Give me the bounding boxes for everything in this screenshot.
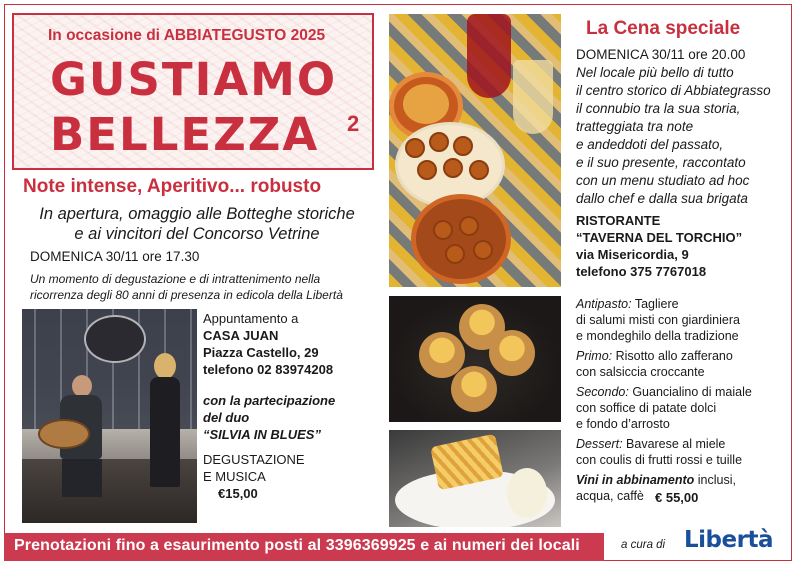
booking-text: Prenotazioni fino a esaurimento posti al 3396369925 e ai numeri dei locali [14,537,580,554]
aperitivo-subtitle: Note intense, Aperitivo... robusto [23,176,322,197]
aperitivo-date: DOMENICA 30/11 ore 17.30 [30,249,200,264]
menu-dessert-text: Bavarese al miele [626,437,726,451]
menu-dessert-line2: con coulis di frutti rossi e tuille [576,453,743,467]
menu-dessert-label: Dessert: [576,437,623,451]
title-edition-number: 2 [347,111,360,136]
menu-antipasto [576,296,679,312]
food-photo-honeycomb-dessert [389,430,561,527]
venue-name: CASA JUAN [203,328,279,343]
performer-line1: con la partecipazione [203,393,336,408]
tasting-line1: DEGUSTAZIONE [203,452,305,467]
dinner-desc-line: e andeddoti del passato, [576,137,724,152]
menu-primo [576,348,733,364]
menu-wine [576,472,736,488]
liberta-logo [682,526,774,556]
intro-line1: In apertura, omaggio alle Botteghe storiche [39,205,355,223]
performer-line2: del duo [203,410,250,425]
main-title-line2: BELLEZZA [50,108,320,161]
booking-bar [4,533,604,561]
dinner-title: La Cena speciale [586,18,741,39]
menu-primo-line2: con salsiccia croccante [576,365,705,379]
menu-secondo-line3: e fondo d’arrosto [576,417,670,431]
dinner-desc-line: con un menu studiato ad hoc [576,173,750,188]
menu-primo-label: Primo: [576,349,613,363]
menu-wine-label: Vini in abbinamento [576,473,695,487]
menu-antipasto-line2: di salumi misti con giardiniera [576,313,740,327]
occasion-line [48,27,325,45]
dinner-desc-line: dallo chef e dalla sua brigata [576,191,748,206]
menu-wine-text: inclusi, [697,473,736,487]
restaurant-label: RISTORANTE [576,213,661,228]
venue-intro: Appuntamento a [203,311,299,326]
curated-by-label: a cura di [621,539,666,551]
restaurant-phone: telefono 375 7767018 [576,264,707,279]
guitarist-figure [44,375,102,475]
menu-antipasto-line3: e mondeghilo della tradizione [576,329,739,343]
restaurant-address: via Misericordia, 9 [576,247,689,262]
dinner-desc-line: e il suo presente, raccontato [576,155,746,170]
menu-secondo-text: Guancialino di maiale [632,385,752,399]
dinner-date: DOMENICA 30/11 ore 20.00 [576,47,746,62]
menu-antipasto-label: Antipasto: [576,297,632,311]
menu-dessert [576,436,725,452]
aperitivo-desc-line1: Un momento di degustazione e di intrattenimento nella [30,272,321,286]
dinner-desc-line: tratteggiata tra note [576,119,694,134]
menu-secondo [576,384,752,400]
restaurant-name: “TAVERNA DEL TORCHIO” [576,230,743,245]
food-photo-tapas [389,14,561,287]
dinner-price: € 55,00 [655,490,699,505]
venue-address: Piazza Castello, 29 [203,345,319,360]
food-photo-dessert-puffs [389,296,561,422]
menu-antipasto-text: Tagliere [634,297,679,311]
occasion-prefix: In occasione di [48,27,160,44]
dinner-desc-line: il centro storico di Abbiategrasso [576,83,771,98]
liberta-logo-text: Libertà [684,527,773,553]
performer-name: “SILVIA IN BLUES” [203,427,321,442]
hard-rock-cafe-logo-photo [84,315,146,363]
menu-secondo-line2: con soffice di patate dolci [576,401,717,415]
menu-secondo-label: Secondo: [576,385,629,399]
aperitivo-price: €15,00 [218,486,258,501]
intro-line2: e ai vincitori del Concorso Vetrine [74,225,320,243]
occasion-event: ABBIATEGUSTO 2025 [163,27,326,44]
dinner-desc-line: Nel locale più bello di tutto [576,65,734,80]
menu-wine-line2: acqua, caffè [576,489,644,503]
singer-figure [144,353,184,493]
title-box [12,13,374,170]
band-photo [22,309,197,523]
menu-primo-text: Risotto allo zafferano [615,349,733,363]
tasting-line2: E MUSICA [203,469,266,484]
aperitivo-desc-line2: ricorrenza degli 80 anni di presenza in edicola della Libertà [30,288,343,302]
venue-phone: telefono 02 83974208 [203,362,334,377]
main-title-line1: GUSTIAMO [50,53,338,106]
dinner-desc-line: il connubio tra la sua storia, [576,101,741,116]
